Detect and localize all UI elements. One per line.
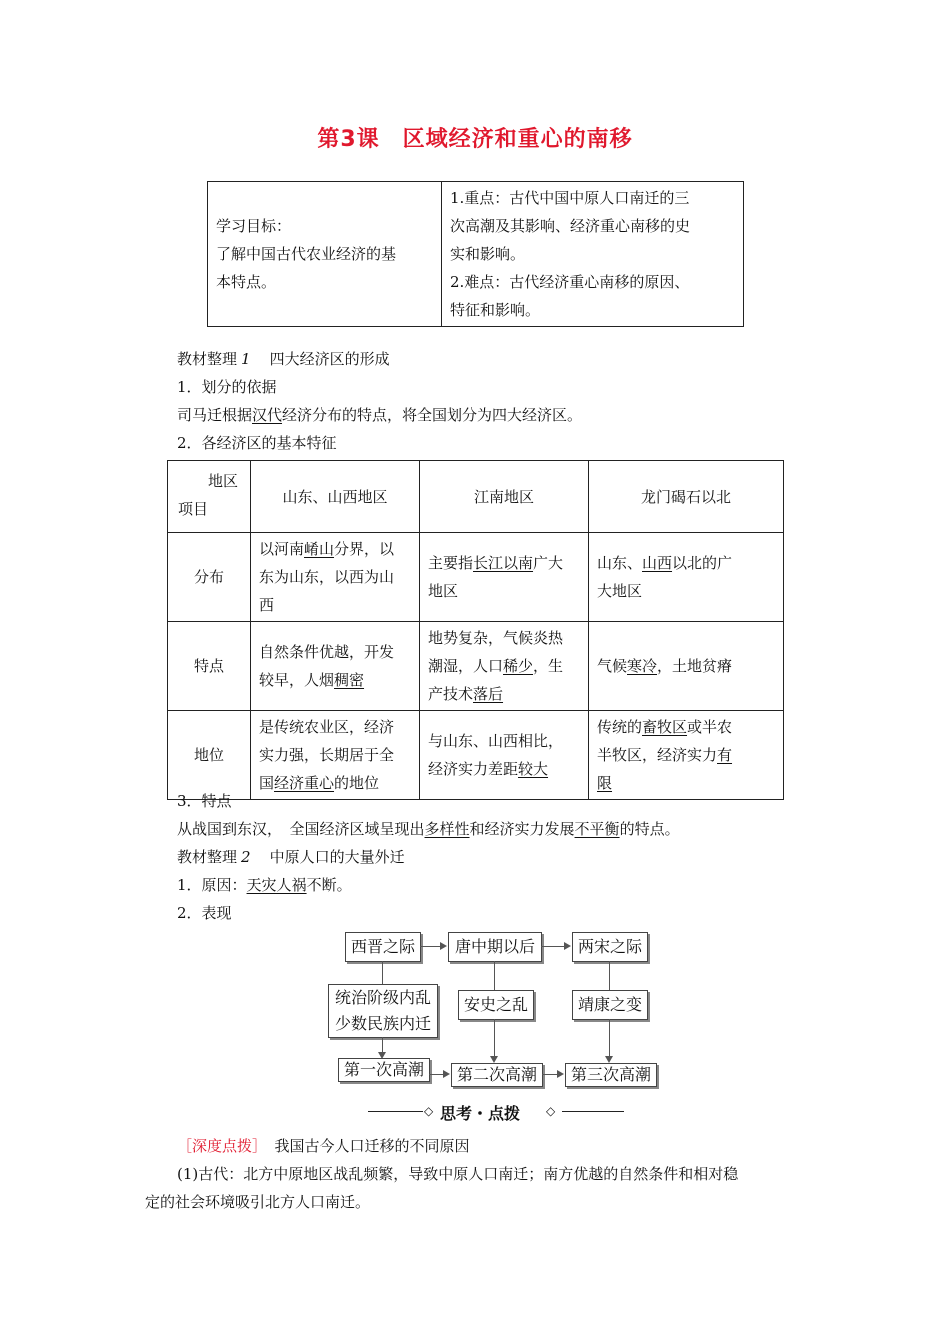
section1-heading: 教材整理 1 四大经济区的形成 [177, 350, 390, 368]
section2-item1: 1．原因：天灾人祸不断。 [177, 876, 352, 894]
cause-box: 统治阶级内乱 少数民族内迁 [328, 984, 438, 1038]
table-cell: 是传统农业区，经济 实力强，长期居于全 国经济重心的地位 [251, 711, 420, 800]
section2-item2-title: 2．表现 [177, 904, 232, 922]
deep-paragraph-line1: (1)古代：北方中原地区战乱频繁，导致中原人口南迁；南方优越的自然条件和相对稳 [177, 1165, 739, 1183]
table-row [168, 711, 784, 800]
table-cell: 山东、山西以北的广 大地区 [589, 533, 784, 622]
wave-box: 第三次高潮 [565, 1063, 657, 1087]
section2-heading: 教材整理 2 中原人口的大量外迁 [177, 848, 405, 866]
diamond-icon: ◇ [546, 1104, 556, 1118]
cause-box: 靖康之变 [572, 990, 648, 1020]
table-cell: 以河南崤山分界，以 东为山东，以西为山 西 [251, 533, 420, 622]
row-label: 分布 [168, 533, 251, 622]
deep-heading: ［深度点拨］ 我国古今人口迁移的不同原因 [177, 1137, 470, 1155]
table-cell: 自然条件优越，开发 较早，人烟稠密 [251, 622, 420, 711]
diamond-icon: ◇ [424, 1104, 434, 1118]
section1-item1-title: 1．划分的依据 [177, 378, 277, 396]
table-cell: 与山东、山西相比， 经济实力差距较大 [420, 711, 589, 800]
row-label: 地位 [168, 711, 251, 800]
wave-box: 第一次高潮 [338, 1058, 430, 1082]
table-cell: 气候寒冷，土地贫瘠 [589, 622, 784, 711]
column-header: 江南地区 [420, 461, 589, 533]
column-header: 山东、山西地区 [251, 461, 420, 533]
table-cell: 主要指长江以南广大 地区 [420, 533, 589, 622]
table-cell: 地势复杂，气候炎热 潮湿，人口稀少，生 产技术落后 [420, 622, 589, 711]
item3-title: 3．特点 [177, 792, 232, 810]
table-row [168, 622, 784, 711]
cause-box: 安史之乱 [458, 990, 534, 1020]
period-box: 西晋之际 [345, 932, 421, 962]
objectives-right: 1.重点：古代中国中原人口南迁的三 次高潮及其影响、经济重心南移的史 实和影响。 2.难点：古代经济重心南移的原因、 特征和影响。 [442, 182, 744, 327]
table-corner-header: 地区 项目 [168, 461, 251, 533]
row-label: 特点 [168, 622, 251, 711]
table-cell: 传统的畜牧区或半农 半牧区，经济实力有 限 [589, 711, 784, 800]
objectives-left: 学习目标： 了解中国古代农业经济的基 本特点。 [208, 182, 442, 327]
column-header: 龙门碣石以北 [589, 461, 784, 533]
section1-item2-title: 2．各经济区的基本特征 [177, 434, 337, 452]
regions-table [167, 460, 784, 800]
period-box: 两宋之际 [572, 932, 648, 962]
wave-box: 第二次高潮 [451, 1063, 543, 1087]
period-box: 唐中期以后 [448, 932, 542, 962]
item3-text: 从战国到东汉， 全国经济区域呈现出多样性和经济实力发展不平衡的特点。 [177, 820, 680, 838]
objectives-table [207, 181, 744, 327]
page-title: 第3课 区域经济和重心的南移 [317, 127, 633, 152]
table-row [168, 533, 784, 622]
section1-item1-text: 司马迁根据汉代经济分布的特点，将全国划分为四大经济区。 [177, 406, 583, 424]
deep-paragraph-line2: 定的社会环境吸引北方人口南迁。 [145, 1193, 371, 1211]
